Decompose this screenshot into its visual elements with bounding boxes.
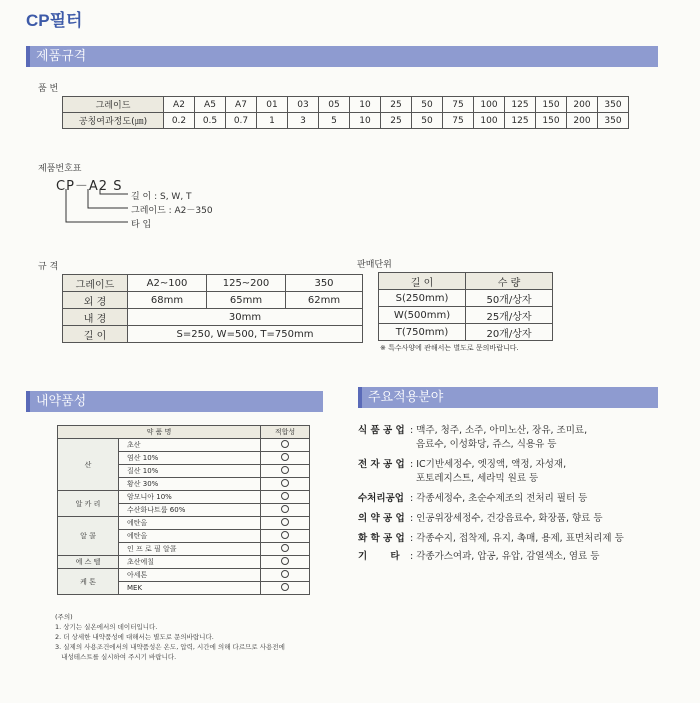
chemical-name: 인 프 로 필 알콜 bbox=[119, 543, 261, 556]
suitable-circle-icon bbox=[281, 479, 289, 487]
accuracy-cell: 10 bbox=[350, 113, 381, 129]
grade-cell: 50 bbox=[412, 97, 443, 113]
spec-row-label: 길 이 bbox=[63, 326, 128, 343]
chemical-name: 에탄올 bbox=[119, 517, 261, 530]
grade-row bbox=[63, 97, 629, 113]
notes-title: (주의) bbox=[55, 613, 73, 621]
grade-cell: A7 bbox=[226, 97, 257, 113]
note-line: 내성테스트를 실시하여 주시기 바랍니다. bbox=[55, 653, 177, 661]
chemical-name: 에탄올 bbox=[119, 530, 261, 543]
spec-cell: 30mm bbox=[128, 309, 363, 326]
chemical-group: 알 카 리 bbox=[58, 491, 119, 517]
accuracy-cell: 100 bbox=[474, 113, 505, 129]
grade-cell: 25 bbox=[381, 97, 412, 113]
spec-cell: 68mm bbox=[128, 292, 207, 309]
chemical-row bbox=[58, 556, 310, 569]
app-value: : 각종가스여과, 압공, 유압, 감열색소, 염료 등 bbox=[410, 551, 600, 562]
app-key: 수처리공업 bbox=[358, 493, 404, 504]
code-length: 길 이 : S, W, T bbox=[131, 192, 192, 202]
app-chemical bbox=[358, 532, 624, 546]
spec-table bbox=[62, 274, 363, 343]
page-title: CP필터 bbox=[26, 11, 83, 30]
chemical-group: 알 콜 bbox=[58, 517, 119, 556]
section-header-spec bbox=[26, 46, 658, 67]
section-header-applications bbox=[358, 387, 658, 408]
grade-cell: 100 bbox=[474, 97, 505, 113]
grade-cell: A2 bbox=[164, 97, 195, 113]
app-value: : 각종세정수, 초순수제조의 전처리 필터 등 bbox=[410, 493, 588, 504]
code-grade: 그레이드 : A2－350 bbox=[131, 206, 213, 216]
app-key: 화 학 공 업 bbox=[358, 533, 405, 544]
note-line: 1. 상기는 실온에서의 데이터입니다. bbox=[55, 623, 158, 631]
app-key: 기 타 bbox=[358, 551, 400, 562]
chemical-name: 암모니아 10% bbox=[119, 491, 261, 504]
spec-cell: S=250, W=500, T=750mm bbox=[128, 326, 363, 343]
spec-header: A2~100 bbox=[128, 275, 207, 292]
accuracy-cell: 0.7 bbox=[226, 113, 257, 129]
spec-header: 그레이드 bbox=[63, 275, 128, 292]
suitable-circle-icon bbox=[281, 583, 289, 591]
note-line: 3. 실제의 사용조건에서의 내약품성은 온도, 압력, 시간에 의해 다르므로 사용전에 bbox=[55, 643, 285, 651]
chemical-row bbox=[58, 517, 310, 530]
accuracy-cell: 0.2 bbox=[164, 113, 195, 129]
suitable-circle-icon bbox=[281, 570, 289, 578]
spec-row-label: 외 경 bbox=[63, 292, 128, 309]
sales-cell: W(500mm) bbox=[379, 307, 466, 324]
app-electronics-cont: 포토레지스트, 세라믹 원료 등 bbox=[416, 473, 539, 484]
grade-cell: 01 bbox=[257, 97, 288, 113]
suitable-circle-icon bbox=[281, 466, 289, 474]
note-line: 2. 더 상세한 내약품성에 대해서는 별도로 문의바랍니다. bbox=[55, 633, 214, 641]
accuracy-cell: 5 bbox=[319, 113, 350, 129]
chemical-group: 케 톤 bbox=[58, 569, 119, 595]
app-food bbox=[358, 424, 587, 438]
spec-label: 규 격 bbox=[38, 262, 59, 272]
sales-table bbox=[378, 272, 553, 341]
accuracy-header: 공칭여과정도(㎛) bbox=[63, 113, 164, 129]
chemical-name: 염산 10% bbox=[119, 452, 261, 465]
code-bracket-lines bbox=[58, 189, 128, 229]
chemical-name: 초산에칠 bbox=[119, 556, 261, 569]
app-key: 의 약 공 업 bbox=[358, 513, 405, 524]
spec-row-label: 내 경 bbox=[63, 309, 128, 326]
accuracy-cell: 350 bbox=[598, 113, 629, 129]
sales-header: 길 이 bbox=[379, 273, 466, 290]
sales-cell: S(250mm) bbox=[379, 290, 466, 307]
accuracy-cell: 150 bbox=[536, 113, 567, 129]
app-value: : 인공위장세정수, 건강음료수, 화장품, 향료 등 bbox=[410, 513, 603, 524]
app-value: : IC기반세정수, 엣징액, 액정, 자성재, bbox=[410, 459, 567, 470]
accuracy-cell: 75 bbox=[443, 113, 474, 129]
app-value: : 각종수지, 접착제, 유지, 촉매, 용제, 표면처리제 등 bbox=[410, 533, 624, 544]
accuracy-cell: 3 bbox=[288, 113, 319, 129]
product-code: CP－A2 S bbox=[56, 179, 123, 194]
app-food-cont: 음료수, 이성화당, 쥬스, 식용유 등 bbox=[416, 439, 557, 450]
sales-row bbox=[379, 307, 553, 324]
chemical-header-row bbox=[58, 426, 310, 439]
accuracy-cell: 25 bbox=[381, 113, 412, 129]
spec-header: 125~200 bbox=[207, 275, 286, 292]
spec-cell: 65mm bbox=[207, 292, 286, 309]
grade-cell: 03 bbox=[288, 97, 319, 113]
sales-row bbox=[379, 324, 553, 341]
chemical-row bbox=[58, 439, 310, 452]
chemical-name: 초산 bbox=[119, 439, 261, 452]
accuracy-cell: 125 bbox=[505, 113, 536, 129]
suitable-circle-icon bbox=[281, 518, 289, 526]
suitable-circle-icon bbox=[281, 492, 289, 500]
sales-cell: 20개/상자 bbox=[466, 324, 553, 341]
grade-cell: 05 bbox=[319, 97, 350, 113]
spec-outer-row bbox=[63, 292, 363, 309]
section-title: 주요적용분야 bbox=[368, 390, 444, 405]
spec-header: 350 bbox=[286, 275, 363, 292]
app-key: 전 자 공 업 bbox=[358, 459, 405, 470]
chemical-row bbox=[58, 569, 310, 582]
spec-cell: 62mm bbox=[286, 292, 363, 309]
app-key: 식 품 공 업 bbox=[358, 425, 405, 436]
sales-cell: 25개/상자 bbox=[466, 307, 553, 324]
grade-cell: 200 bbox=[567, 97, 598, 113]
app-value: : 맥주, 청주, 소주, 아미노산, 장유, 조미료, bbox=[410, 425, 588, 436]
section-title: 제품규격 bbox=[36, 49, 87, 64]
app-electronics bbox=[358, 458, 566, 472]
product-label: 품 번 bbox=[38, 84, 59, 94]
accuracy-cell: 1 bbox=[257, 113, 288, 129]
code-chart-label: 제품번호표 bbox=[38, 164, 82, 174]
sales-row bbox=[379, 290, 553, 307]
grade-cell: 75 bbox=[443, 97, 474, 113]
chemical-name: MEK bbox=[119, 582, 261, 595]
chemical-group: 산 bbox=[58, 439, 119, 491]
chemical-header: 약 품 명 bbox=[58, 426, 261, 439]
code-type: 타 입 bbox=[131, 220, 152, 230]
sales-label: 판매단위 bbox=[357, 260, 392, 270]
app-other bbox=[358, 550, 599, 564]
suitable-circle-icon bbox=[281, 440, 289, 448]
section-title: 내약품성 bbox=[36, 394, 87, 409]
chemical-name: 질산 10% bbox=[119, 465, 261, 478]
sales-header: 수 량 bbox=[466, 273, 553, 290]
app-pharma bbox=[358, 512, 603, 526]
chemical-name: 황산 30% bbox=[119, 478, 261, 491]
chemical-group: 에 스 텔 bbox=[58, 556, 119, 569]
sales-cell: 50개/상자 bbox=[466, 290, 553, 307]
accuracy-cell: 200 bbox=[567, 113, 598, 129]
grade-header: 그레이드 bbox=[63, 97, 164, 113]
suitable-circle-icon bbox=[281, 531, 289, 539]
section-header-resistance bbox=[26, 391, 323, 412]
grade-table bbox=[62, 96, 629, 129]
spec-inner-row bbox=[63, 309, 363, 326]
grade-cell: 150 bbox=[536, 97, 567, 113]
sales-header-row bbox=[379, 273, 553, 290]
suitable-circle-icon bbox=[281, 557, 289, 565]
suitable-circle-icon bbox=[281, 453, 289, 461]
suitable-circle-icon bbox=[281, 544, 289, 552]
spec-header-row bbox=[63, 275, 363, 292]
sales-cell: T(750mm) bbox=[379, 324, 466, 341]
grade-cell: 125 bbox=[505, 97, 536, 113]
grade-cell: A5 bbox=[195, 97, 226, 113]
accuracy-row bbox=[63, 113, 629, 129]
spec-length-row bbox=[63, 326, 363, 343]
notes bbox=[55, 612, 285, 662]
chemical-table bbox=[57, 425, 310, 595]
chemical-name: 수산화나트륨 60% bbox=[119, 504, 261, 517]
chemical-row bbox=[58, 491, 310, 504]
chemical-name: 아세톤 bbox=[119, 569, 261, 582]
sales-note: ※ 특수사양에 관해서는 별도로 문의바랍니다. bbox=[380, 344, 519, 352]
accuracy-cell: 0.5 bbox=[195, 113, 226, 129]
grade-cell: 10 bbox=[350, 97, 381, 113]
grade-cell: 350 bbox=[598, 97, 629, 113]
suitable-circle-icon bbox=[281, 505, 289, 513]
suitability-header: 적합성 bbox=[261, 426, 310, 439]
app-water bbox=[358, 492, 587, 506]
accuracy-cell: 50 bbox=[412, 113, 443, 129]
